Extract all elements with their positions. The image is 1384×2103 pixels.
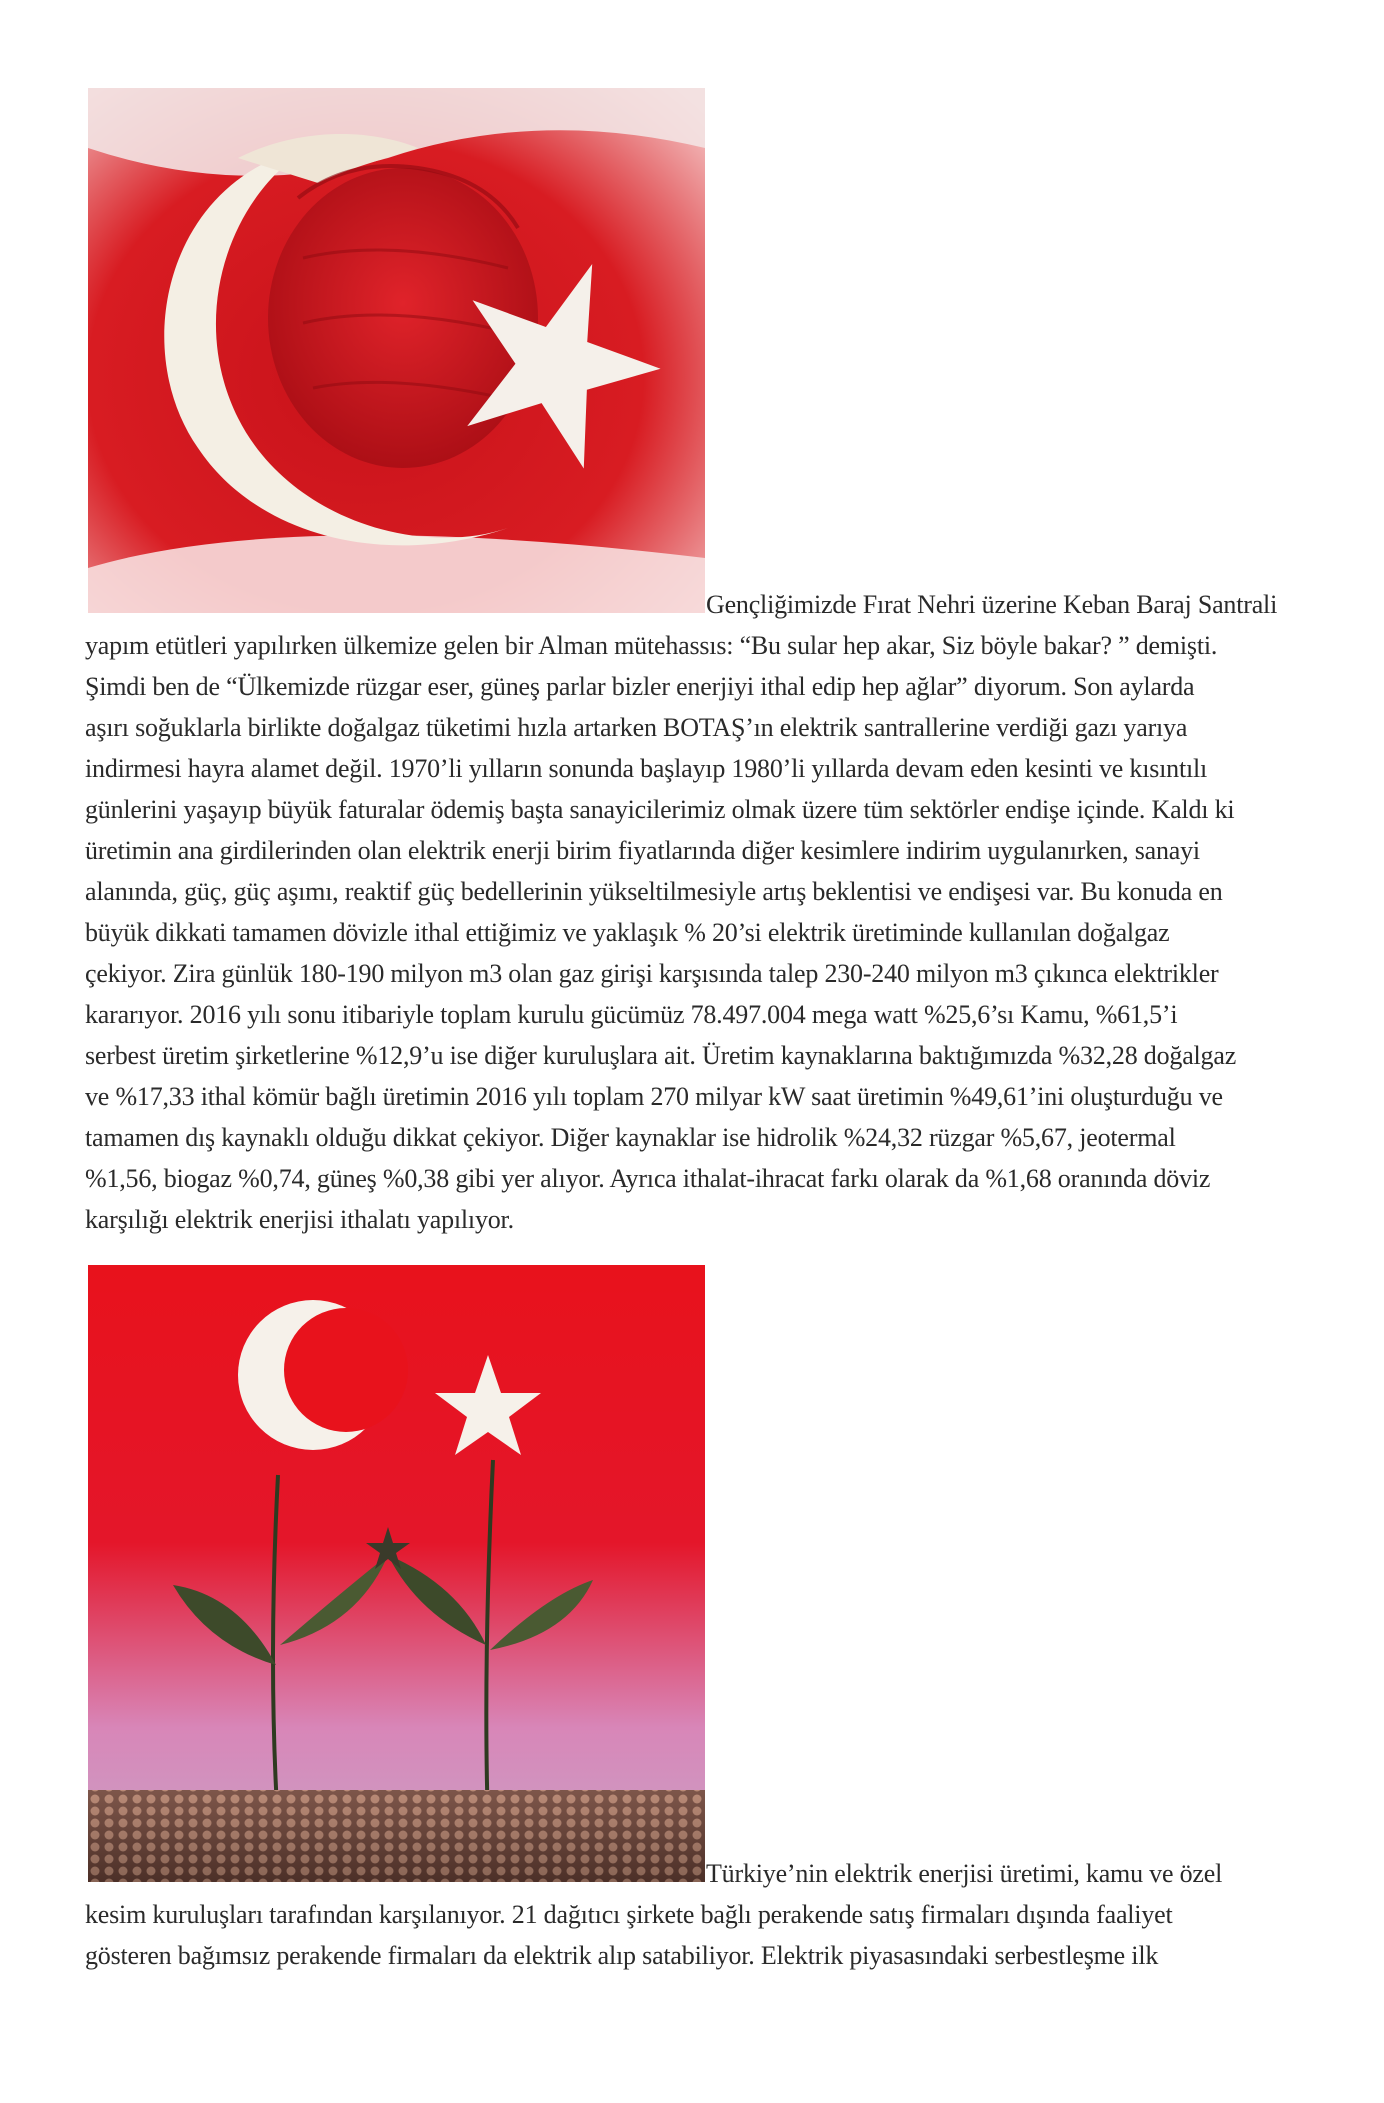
paragraph-2-line-2: kesim kuruluşları tarafından karşılanıyor. 21 dağıtıcı şirkete bağlı perakende satış firmaları dışında faaliyet bbox=[85, 1900, 1173, 1929]
flag-plants-crowd-image bbox=[88, 1265, 705, 1882]
paragraph-1-line-3: Şimdi ben de “Ülkemizde rüzgar eser, güneş parlar bizler enerjiyi ithal edip hep ağlar” diyorum. Son aylarda bbox=[85, 672, 1195, 701]
paragraph-1-line-5: indirmesi hayra alamet değil. 1970’li yılların sonunda başlayıp 1980’li yıllarda devam eden kesinti ve kısıntılı bbox=[85, 754, 1208, 783]
paragraph-1-line-16: karşılığı elektrik enerjisi ithalatı yapılıyor. bbox=[85, 1205, 514, 1234]
paragraph-1-line-10: çekiyor. Zira günlük 180-190 milyon m3 olan gaz girişi karşısında talep 230-240 milyon m3 çıkınca elektrikler bbox=[85, 959, 1219, 988]
paragraph-1-line-9: büyük dikkati tamamen dövizle ithal ettiğimiz ve yaklaşık % 20’si elektrik üretiminde kullanılan doğalgaz bbox=[85, 918, 1170, 947]
paragraph-1-line-12: serbest üretim şirketlerine %12,9’u ise diğer kuruluşlara ait. Üretim kaynaklarına baktığımızda %32,28 doğalgaz bbox=[85, 1041, 1237, 1070]
paragraph-1-line-1: Gençliğimizde Fırat Nehri üzerine Keban Baraj Santrali bbox=[706, 590, 1278, 619]
paragraph-2-line-1: Türkiye’nin elektrik enerjisi üretimi, kamu ve özel bbox=[706, 1859, 1223, 1888]
paragraph-1-line-8: alanında, güç, güç aşımı, reaktif güç bedellerinin yükseltilmesiyle artış beklentisi ve endişesi var. Bu konuda en bbox=[85, 877, 1223, 906]
paragraph-1-line-14: tamamen dış kaynaklı olduğu dikkat çekiyor. Diğer kaynaklar ise hidrolik %24,32 rüzgar %5,67, jeotermal bbox=[85, 1123, 1176, 1152]
paragraph-1-line-13: ve %17,33 ithal kömür bağlı üretimin 2016 yılı toplam 270 milyar kW saat üretimin %49,61’ini oluşturduğu ve bbox=[85, 1082, 1223, 1111]
paragraph-1-line-4: aşırı soğuklarla birlikte doğalgaz tüketimi hızla artarken BOTAŞ’ın elektrik santrallerine verdiği gazı yarıya bbox=[85, 713, 1188, 742]
paragraph-1-line-7: üretimin ana girdilerinden olan elektrik enerji birim fiyatlarında diğer kesimlere indirim uygulanırken, sanayi bbox=[85, 836, 1200, 865]
paragraph-1-line-11: kararıyor. 2016 yılı sonu itibariyle toplam kurulu gücümüz 78.497.004 mega watt %25,6’sı Kamu, %61,5’i bbox=[85, 1000, 1178, 1029]
paragraph-2-line-3: gösteren bağımsız perakende firmaları da elektrik alıp satabiliyor. Elektrik piyasasındaki serbestleşme ilk bbox=[85, 1941, 1159, 1970]
paragraph-1-line-15: %1,56, biogaz %0,74, güneş %0,38 gibi yer alıyor. Ayrıca ithalat-ihracat farkı olarak da %1,68 oranında döviz bbox=[85, 1164, 1211, 1193]
paragraph-1-line-6: günlerini yaşayıp büyük faturalar ödemiş başta sanayicilerimiz olmak üzere tüm sektörler endişe içinde. Kaldı ki bbox=[85, 795, 1235, 824]
paragraph-1-line-2: yapım etütleri yapılırken ülkemize gelen bir Alman mütehassıs: “Bu sular hep akar, Siz böyle bakar? ” demişti. bbox=[85, 631, 1218, 660]
flag-fist-image bbox=[88, 88, 705, 613]
